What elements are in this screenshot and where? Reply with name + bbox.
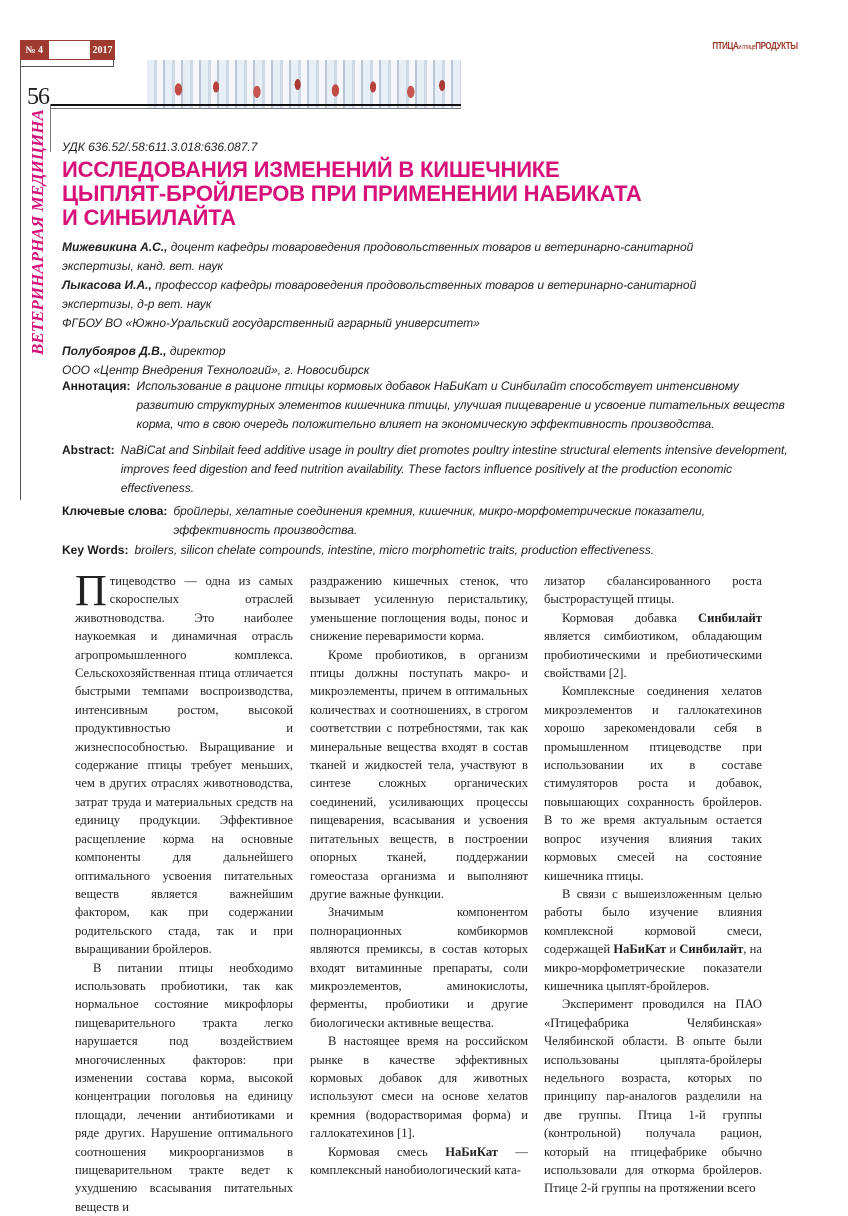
- author-name: Мижевикина А.С.,: [62, 240, 168, 254]
- author-role-cont: экспертизы, канд. вет. наук: [62, 259, 223, 273]
- affiliation: ООО «Центр Внедрения Технологий», г. Новосибирск: [62, 363, 370, 377]
- abstract-text: NaBiCat and Sinbilait feed additive usage in poultry diet promotes poultry intestine structural elements intensive development, improves feed digestion and feed nutrition availability. These factors influence positively at the production economic effectiveness.: [120, 443, 788, 495]
- paragraph: лизатор сбалансированного роста быстрорастущей птицы.: [544, 574, 762, 607]
- abstract: [62, 441, 792, 498]
- title-line: ЦЫПЛЯТ-БРОЙЛЕРОВ ПРИ ПРИМЕНЕНИИ НАБИКАТА: [62, 181, 642, 206]
- author-role: профессор кафедры товароведения продовольственных товаров и ветеринарно-санитарной: [155, 278, 697, 292]
- article-title: [62, 158, 782, 230]
- paragraph: Кроме пробиотиков, в организм птицы должны поступать макро- и микроэлементы, причем в оптимальных количествах и соотношениях, в строгом соответствии с потребностями, так как минеральные вещества входят в состав тканей и жидкостей тела, участвуют в синтезе сложных органических соединений, усиливающих процессы пищеварения, всасывания и усвоения питательных веществ, в построении опорных тканей, поддержании гомеостаза организма и выполняют другие важные функции.: [310, 647, 528, 901]
- issue-header: [20, 40, 115, 60]
- paragraph-text: тицеводство — одна из самых скороспелых отраслей животноводства. Это наиболее наукоемкая и динамичная отрасль агропромышленного комплекса. Сельскохозяйственная птица отличается быстрыми темпами воспроизводства, интенсивным ростом, высокой продуктивностью и жизнеспособностью. Выращивание и содержание птицы требует меньших, чем в других отраслях животноводства, затрат труда и материальных средств на единицу продукции. Эффективное расщепление корма на основные компоненты для дальнейшего оптимального усвоения питательных веществ является важнейшим фактором, как при содержании родительского стада, так и при выращивании бройлеров.: [75, 574, 293, 957]
- inner-frame-line: [50, 104, 51, 152]
- header-photo-turkeys: [147, 60, 461, 109]
- keywords-en: [62, 541, 792, 560]
- author-role-cont: экспертизы, д-р вет. наук: [62, 297, 212, 311]
- drop-cap: П: [75, 566, 107, 615]
- keywords-ru-label: Ключевые слова:: [62, 504, 168, 518]
- paragraph: раздражению кишечных стенок, что вызывает усиленную перистальтику, уменьшение поглощения воды, понос и снижение переваримости корма.: [310, 574, 528, 644]
- paragraph: Эксперимент проводился на ПАО «Птицефабрика Челябинская» Челябинской области. В опыте были использованы цыплята-бройлеры недельного возраста, которых по принципу пар-аналогов разделили на две группы. Птица 1-й группы (контрольной) получала рацион, который на птицефабрике обычно использовали для откорма бройлеров. Птице 2-й группы на протяжении всего: [544, 997, 762, 1196]
- text-run: Кормовая смесь: [328, 1144, 446, 1159]
- product-name: НаБиКат: [445, 1144, 498, 1159]
- page-number: 56: [27, 84, 49, 110]
- text-run: является симбиотиком, обладающим пробиотическими и пребиотическими свойствами [2].: [544, 629, 762, 681]
- section-label-text: ВЕТЕРИНАРНАЯ МЕДИЦИНА: [28, 109, 47, 355]
- author-line: [62, 238, 782, 257]
- annotation-text: Использование в рационе птицы кормовых добавок НаБиКат и Синбилайт способствует интенсивному развитию структурных элементов кишечника птицы, улучшая пищеварение и усвоение питательных веществ корма, что в свою очередь положительно влияет на экономическую эффективность производства.: [136, 379, 785, 431]
- logo-left: ПТИЦА: [712, 41, 739, 52]
- body-column-1: [75, 566, 293, 1216]
- issue-number-badge: № 4: [20, 40, 49, 60]
- paragraph: В настоящее время на российском рынке в качестве эффективных кормовых добавок для животных используют смеси на основе хелатов кремния (водорастворимая форма) и галлокатехинов [1].: [310, 1034, 528, 1141]
- abstract-label: Abstract:: [62, 443, 115, 457]
- header-frame: [20, 60, 114, 67]
- body-column-3: [544, 572, 762, 1198]
- paragraph: [544, 885, 762, 995]
- product-name: Синбилайт: [679, 942, 744, 957]
- paragraph: [544, 609, 762, 683]
- author-line: [62, 276, 782, 295]
- text-run: В связи с вышеизложенным целью работы было изучение влияния комплексной кормовой смеси, содержащей: [544, 886, 762, 957]
- logo-middle: и птице: [738, 44, 756, 51]
- product-name: НаБиКат: [613, 942, 667, 957]
- journal-logo: [713, 41, 798, 52]
- left-frame-line: [20, 60, 21, 500]
- keywords-ru: [62, 502, 792, 540]
- annotation: [62, 377, 792, 434]
- author-line: [62, 342, 782, 361]
- authors-block: [62, 238, 782, 380]
- text-run: — комплексный нанобиологический ката-: [310, 1144, 528, 1177]
- text-run: и: [666, 942, 680, 957]
- author-role: доцент кафедры товароведения продовольственных товаров и ветеринарно-санитарной: [170, 240, 694, 254]
- author-name: Полубояров Д.В.,: [62, 344, 167, 358]
- header-rule: [50, 104, 461, 106]
- paragraph: [75, 566, 293, 959]
- product-name: Синбилайт: [698, 610, 762, 625]
- text-run: , на микро-морфометрические показатели кишечника цыплят-бройлеров.: [544, 942, 762, 993]
- annotation-label: Аннотация:: [62, 379, 131, 393]
- keywords-en-text: broilers, silicon chelate compounds, intestine, micro morphometric traits, production effectiveness.: [134, 543, 655, 557]
- keywords-en-label: Key Words:: [62, 543, 129, 557]
- body-column-2: [310, 572, 528, 1179]
- affiliation: ФГБОУ ВО «Южно-Уральский государственный аграрный университет»: [62, 316, 480, 330]
- title-line: ИССЛЕДОВАНИЯ ИЗМЕНЕНИЙ В КИШЕЧНИКЕ: [62, 157, 560, 182]
- text-run: Кормовая добавка: [562, 610, 699, 625]
- udk-code: УДК 636.52/.58:611.3.018:636.087.7: [62, 140, 258, 154]
- header-rule-thin: [50, 108, 461, 109]
- paragraph: [310, 1143, 528, 1180]
- year-badge: 2017: [90, 40, 115, 60]
- section-label: [28, 109, 50, 355]
- author-role: директор: [169, 344, 226, 358]
- logo-right: ПРОДУКТЫ: [755, 41, 798, 52]
- header-spacer: [49, 40, 90, 60]
- keywords-ru-text: бройлеры, хелатные соединения кремния, кишечник, микро-морфометрические показатели, эффективность производства.: [173, 504, 706, 537]
- paragraph: Значимым компонентом полнорационных комбикормов являются премиксы, в состав которых входят витаминные препараты, соли микроэлементов, аминокислоты, ферменты, пробиотики и другие биологически активные вещества.: [310, 905, 528, 1030]
- paragraph: В питании птицы необходимо использовать пробиотики, так как нормальное состояние микрофлоры пищеварительного тракта легко нарушается под воздействием многочисленных факторов: при изменении состава корма, высокой концентрации поголовья на единицу площади, лечении антибиотиками и ряде других. Нарушение оптимального соотношения микроорганизмов в пищеварительном тракте ведет к ухудшению всасывания питательных веществ и: [75, 960, 293, 1214]
- author-name: Лыкасова И.А.,: [62, 278, 152, 292]
- title-line: И СИНБИЛАЙТА: [62, 205, 236, 230]
- paragraph: Комплексные соединения хелатов микроэлементов и галлокатехинов хорошо зарекомендовали себя в промышленном птицеводстве при использовании их в составе стимуляторов роста и добавок, повышающих сохранность бройлеров. В то же время актуальным остается вопрос изучения влияния таких кормовых смесей на состояние кишечника птицы.: [544, 684, 762, 883]
